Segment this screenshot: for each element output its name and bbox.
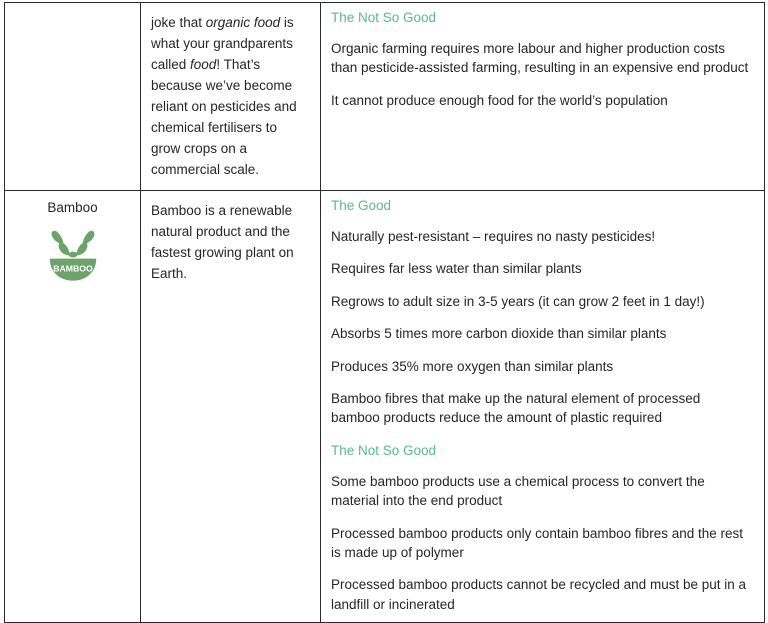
points-container-row-0 bbox=[321, 3, 764, 118]
material-name-cell bbox=[5, 3, 141, 191]
materials-comparison-table bbox=[4, 2, 765, 623]
table-row bbox=[5, 3, 765, 191]
points-container-row-1 bbox=[321, 191, 764, 622]
point-item: It cannot produce enough food for the world’s population bbox=[331, 92, 668, 108]
point-item: Absorbs 5 times more carbon dioxide than similar plants bbox=[331, 326, 667, 342]
material-description-text: Bamboo is a renewable natural product and the fastest growing plant on Earth. bbox=[151, 203, 294, 281]
material-name-cell bbox=[5, 191, 141, 623]
point-item: Produces 35% more oxygen than similar plants bbox=[331, 358, 614, 374]
logo-wordmark: BAMBOO bbox=[52, 263, 93, 274]
table-body bbox=[5, 3, 765, 623]
point-item: Processed bamboo products cannot be recycled and must be put in a landfill or incinerated bbox=[331, 577, 746, 612]
point-item: Organic farming requires more labour and higher production costs than pesticide-assisted farming, resulting in an expensive end product bbox=[331, 41, 749, 76]
point-item: Some bamboo products use a chemical process to convert the material into the end product bbox=[331, 473, 705, 509]
material-name-label: Bamboo bbox=[47, 200, 98, 215]
point-item: Requires far less water than similar plants bbox=[331, 261, 582, 277]
point-item: Regrows to adult size in 3-5 years (it can grow 2 feet in 1 day!) bbox=[331, 293, 705, 309]
material-points-cell bbox=[321, 3, 765, 191]
material-description-cell bbox=[141, 3, 321, 191]
point-item: Bamboo fibres that make up the natural element of processed bamboo products reduce the amount of plastic required bbox=[331, 391, 701, 426]
section-heading-not-so-good: The Not So Good bbox=[331, 10, 437, 25]
section-heading-the-good: The Good bbox=[331, 198, 392, 213]
section-heading-not-so-good: The Not So Good bbox=[331, 442, 437, 458]
table-row bbox=[5, 191, 765, 623]
point-item: Processed bamboo products only contain bamboo fibres and the rest is made up of polymer bbox=[331, 525, 743, 561]
material-logo bbox=[11, 225, 134, 283]
point-item: Naturally pest-resistant – requires no nasty pesticides! bbox=[331, 229, 656, 244]
material-points-cell bbox=[321, 191, 765, 623]
material-description-cell bbox=[141, 191, 321, 623]
panda-bamboo-icon bbox=[44, 225, 102, 283]
material-description-text: joke that organic food is what your grandparents called food! That’s because we’ve become reliant on pesticides and chemical fertilisers to grow crops on a commercial scale. bbox=[151, 15, 297, 177]
